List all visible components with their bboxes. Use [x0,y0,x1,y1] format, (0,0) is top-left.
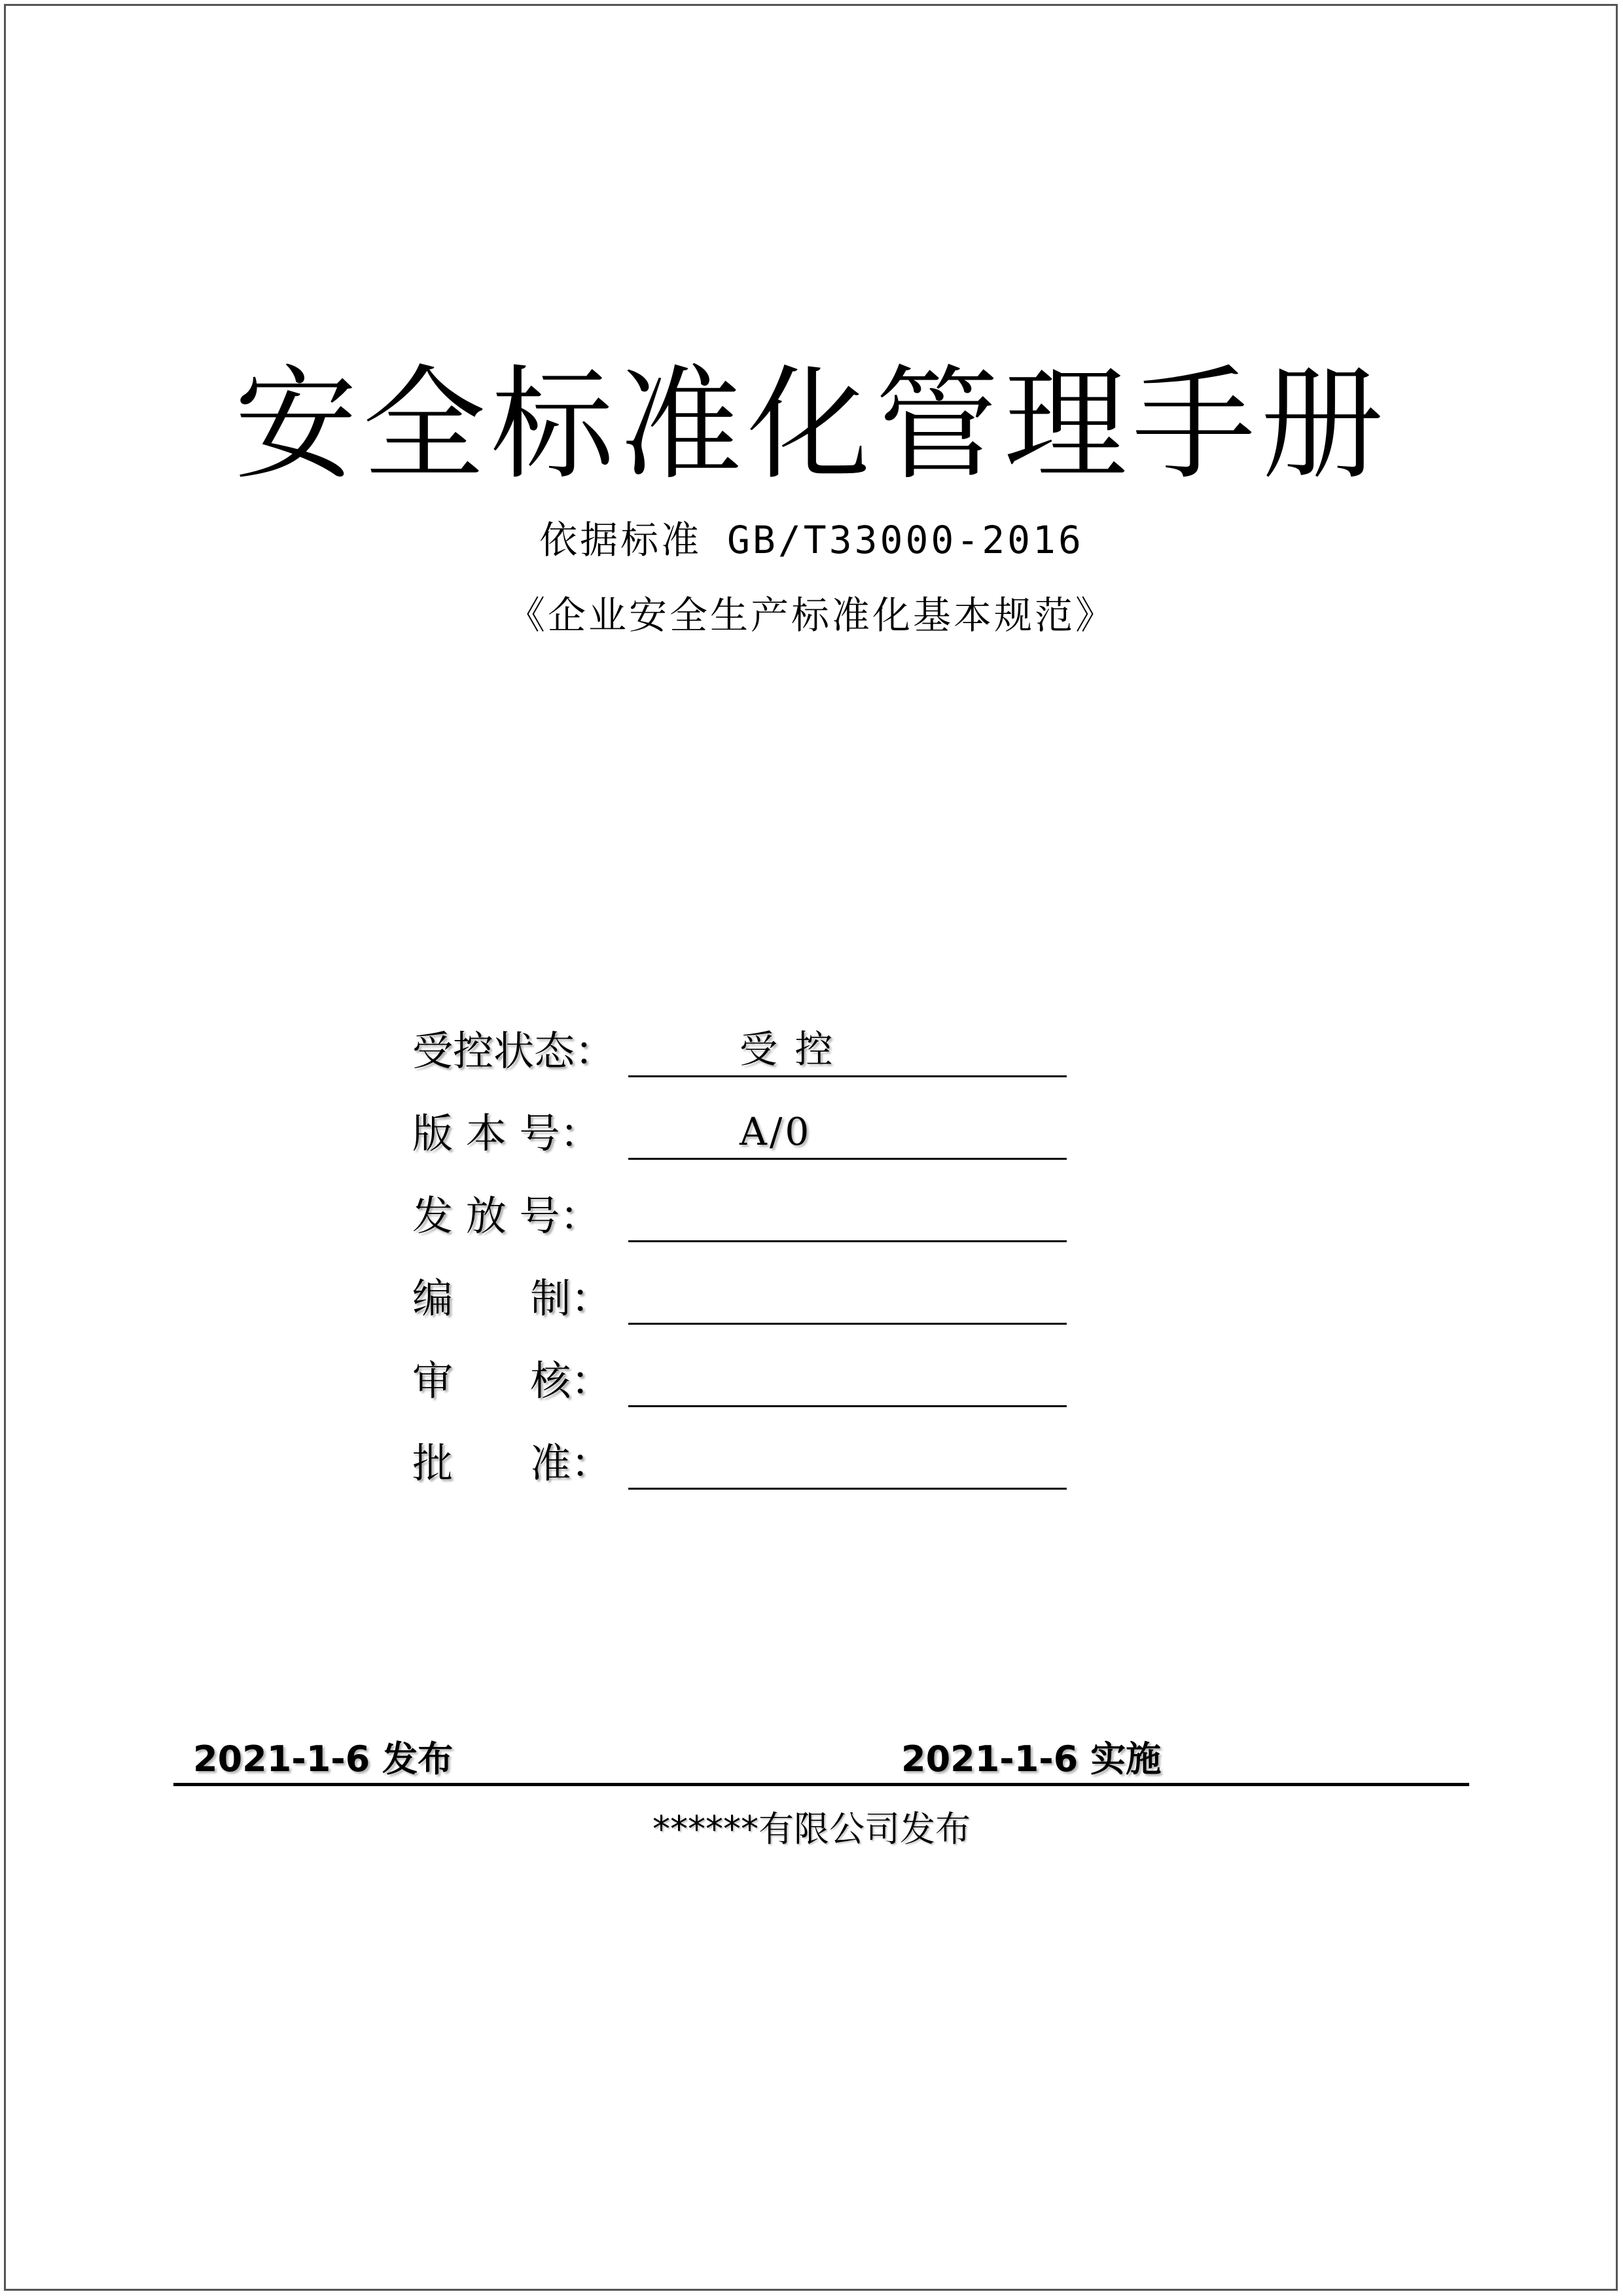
control-row-version [412,1077,1067,1160]
control-status-value: 受 控 [740,1027,836,1071]
version-label: 版 本 号： [412,1109,601,1157]
document-title: 安全标准化管理手册 [234,353,1389,497]
issue-number-field[interactable] [628,1190,1067,1242]
footer-date-bar [173,1736,1469,1786]
control-row-prepared-by [412,1242,1067,1325]
release-date: 2021-1-6 发布 [193,1738,454,1780]
control-status-field[interactable] [628,1025,1067,1077]
control-row-reviewed-by [412,1325,1067,1407]
control-info-block [412,995,1067,1490]
reviewed-by-label: 审 核： [412,1357,612,1405]
approved-by-field[interactable] [628,1437,1067,1490]
prepared-by-field[interactable] [628,1272,1067,1325]
control-row-issue-number [412,1160,1067,1242]
issue-number-label: 发 放 号： [412,1192,601,1240]
standard-basis-line: 依据标准 GB/T33000-2016 [539,518,1084,562]
effective-date: 2021-1-6 实施 [901,1738,1162,1780]
approved-by-label: 批 准： [412,1439,612,1487]
standard-name: 《企业安全生产标准化基本规范》 [507,593,1116,637]
control-status-label: 受控状态： [412,1027,616,1075]
version-value: A/0 [740,1109,812,1154]
control-row-approved-by [412,1407,1067,1490]
control-row-status [412,995,1067,1077]
reviewed-by-field[interactable] [628,1355,1067,1407]
version-field[interactable] [628,1107,1067,1160]
prepared-by-label: 编 制： [412,1274,612,1322]
publisher-line: ******有限公司发布 [652,1808,971,1850]
